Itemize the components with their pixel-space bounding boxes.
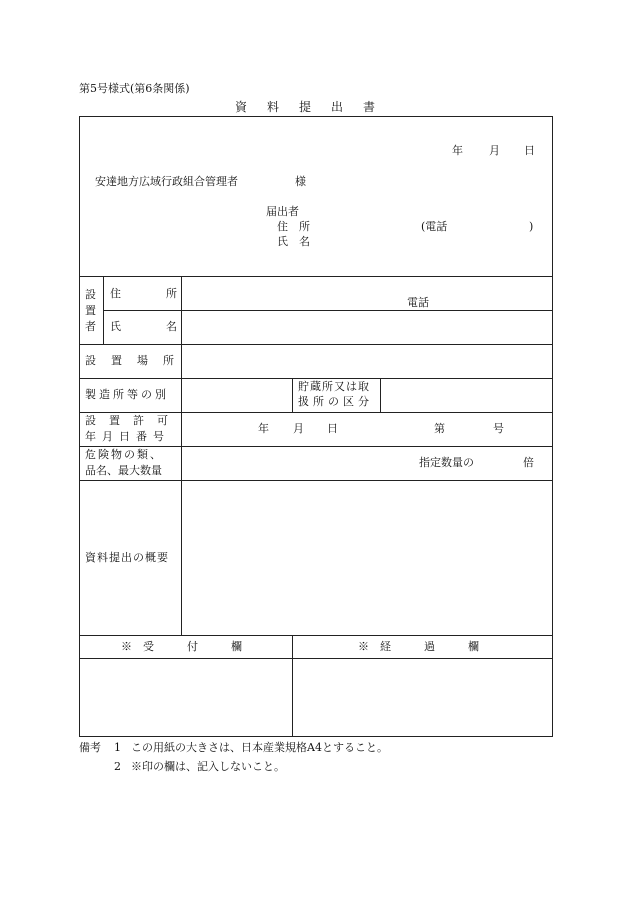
date-year-label: 年 bbox=[452, 144, 463, 157]
times-label: 倍 bbox=[523, 456, 534, 469]
document-title: 資 料 提 出 書 bbox=[235, 100, 380, 114]
note-2-number: 2 bbox=[114, 760, 121, 773]
note-1-text: この用紙の大きさは、日本産業規格A4とすること。 bbox=[131, 741, 388, 754]
install-location-label: 設 置 場 所 bbox=[85, 354, 176, 367]
date-day-label: 日 bbox=[524, 144, 535, 157]
date-month-label: 月 bbox=[489, 144, 500, 157]
summary-label: 資料提出の概要 bbox=[85, 551, 169, 564]
progress-column-header: ※ 経 過 欄 bbox=[358, 640, 479, 653]
installer-name-left: 氏 bbox=[110, 320, 121, 333]
addressee: 安達地方広域行政組合管理者 bbox=[95, 175, 238, 188]
installer-address-right: 所 bbox=[166, 287, 177, 300]
note-1-number: 1 bbox=[114, 741, 121, 754]
designated-quantity-label: 指定数量の bbox=[419, 456, 474, 469]
installer-label-1: 設 bbox=[85, 288, 96, 301]
notifier-phone-label: (電話 bbox=[421, 220, 448, 233]
notifier-name-label: 氏 名 bbox=[277, 235, 310, 248]
storage-type-label-1: 貯蔵所又は取 bbox=[298, 380, 370, 393]
installer-phone-label: 電話 bbox=[407, 296, 429, 309]
storage-type-label-2: 扱所の区分 bbox=[298, 395, 373, 408]
permit-month-label: 月 bbox=[293, 422, 304, 435]
installer-name-right: 名 bbox=[166, 320, 177, 333]
hazmat-label-1: 危険物の類、 bbox=[85, 448, 163, 461]
facility-type-label: 製造所等の別 bbox=[85, 388, 169, 401]
notifier-address-label: 住 所 bbox=[277, 220, 310, 233]
form-number: 第5号様式(第6条関係) bbox=[79, 82, 190, 95]
honorific: 様 bbox=[295, 175, 306, 188]
reception-column-header: ※ 受 付 欄 bbox=[121, 640, 242, 653]
permit-label-1: 設 置 許 可 bbox=[85, 414, 169, 427]
permit-day-label: 日 bbox=[327, 422, 338, 435]
note-2-text: ※印の欄は、記入しないこと。 bbox=[131, 760, 285, 773]
permit-year-label: 年 bbox=[258, 422, 269, 435]
notifier-phone-close: ) bbox=[529, 220, 534, 233]
permit-number-prefix: 第 bbox=[434, 422, 445, 435]
hazmat-label-2: 品名、最大数量 bbox=[85, 464, 162, 477]
installer-label-2: 置 bbox=[85, 304, 96, 317]
permit-number-suffix: 号 bbox=[493, 422, 504, 435]
permit-label-2: 年月日番号 bbox=[85, 430, 170, 443]
installer-address-left: 住 bbox=[110, 287, 121, 300]
installer-label-3: 者 bbox=[85, 320, 96, 333]
notes-label: 備考 bbox=[79, 741, 101, 754]
notifier-label: 届出者 bbox=[266, 205, 299, 218]
